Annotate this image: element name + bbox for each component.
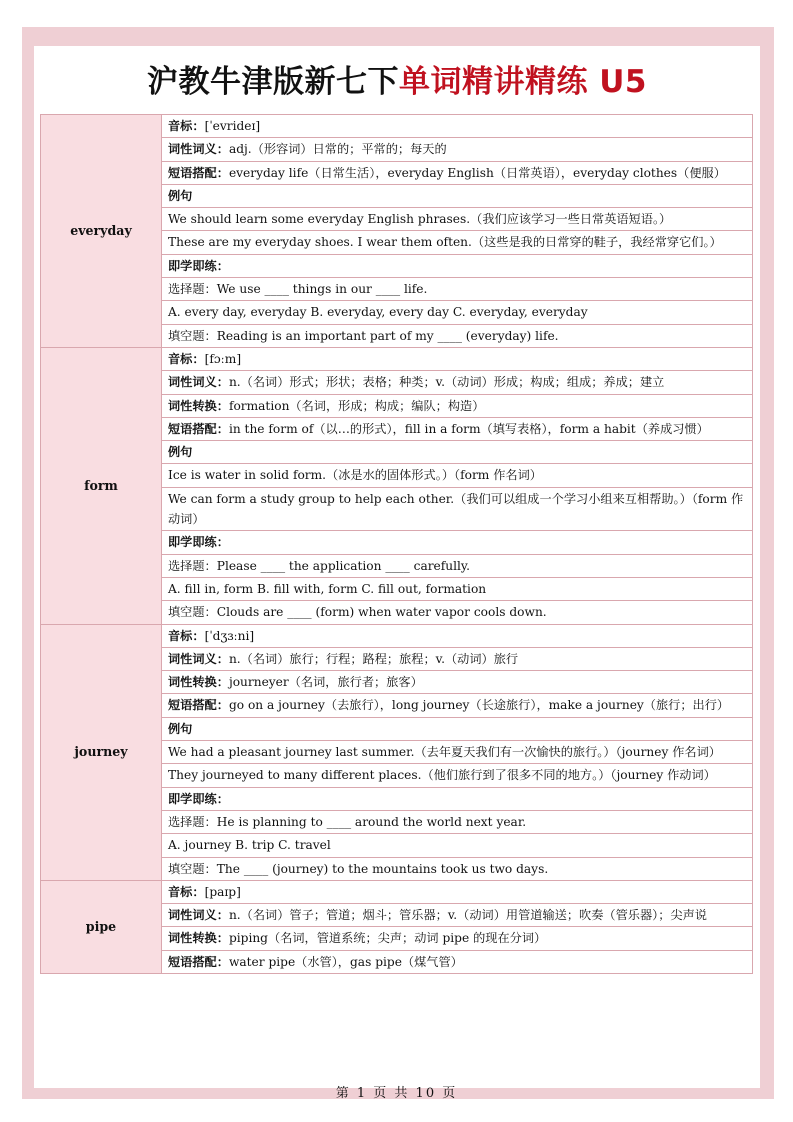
table-row <box>41 624 753 647</box>
line-label: 音标： <box>168 351 205 366</box>
line-label: 音标： <box>168 119 205 133</box>
line-text: water pipe（水管），gas pipe（煤气管） <box>228 954 463 969</box>
line-text: [paɪp] <box>204 884 241 899</box>
line-label: 即学即练： <box>168 535 229 550</box>
entry-line <box>162 115 753 138</box>
entry-line <box>162 184 753 207</box>
title-part-2: 单词精讲精练 U5 <box>398 64 648 100</box>
entry-line <box>162 577 753 600</box>
line-text: These are my everyday shoes. I wear them often.（这些是我的日常穿的鞋子，我经常穿它们。） <box>168 235 722 250</box>
table-row <box>41 347 753 370</box>
table-row <box>41 115 753 138</box>
line-text: 选择题：We use ____ things in our ____ life. <box>168 282 428 297</box>
vocab-table <box>40 114 753 974</box>
line-text: We can form a study group to help each other.（我们可以组成一个学习小组来互相帮助。）（form 作动词） <box>168 491 744 527</box>
line-label: 短语搭配： <box>168 165 229 180</box>
entry-line <box>162 371 753 394</box>
entry-line <box>162 834 753 857</box>
entry-line <box>162 301 753 324</box>
line-label: 词性转换： <box>168 931 229 946</box>
line-label: 词性转换： <box>168 398 229 413</box>
entry-line <box>162 138 753 161</box>
entry-line <box>162 647 753 670</box>
entry-line <box>162 927 753 950</box>
line-text: Ice is water in solid form.（冰是水的固体形式。）（form 作名词） <box>168 468 542 483</box>
line-text: [ˈevrideɪ] <box>204 119 261 133</box>
line-text: go on a journey（去旅行），long journey（长途旅行），make a journey（旅行；出行） <box>228 698 730 713</box>
line-text: everyday life（日常生活），everyday English（日常英语），everyday clothes（便服） <box>228 165 726 180</box>
entry-line <box>162 347 753 370</box>
line-text: n.（名词）形式；形状；表格；种类；v.（动词）形成；构成；组成；养成；建立 <box>228 375 665 390</box>
line-text: [fɔːm] <box>204 351 242 366</box>
line-text: adj.（形容词）日常的；平常的；每天的 <box>228 142 447 157</box>
line-label: 即学即练： <box>168 258 229 273</box>
entry-line <box>162 531 753 554</box>
entry-line <box>162 717 753 740</box>
line-label: 短语搭配： <box>168 954 229 969</box>
line-text: journeyer（名词，旅行者；旅客） <box>228 675 423 690</box>
line-text: 选择题：Please ____ the application ____ carefully. <box>168 558 471 573</box>
entry-line <box>162 464 753 487</box>
vocab-word: everyday <box>41 115 162 348</box>
line-text: A. every day, everyday B. everyday, every day C. everyday, everyday <box>168 305 588 320</box>
line-text: 填空题：Reading is an important part of my ____ (everyday) life. <box>168 328 559 343</box>
entry-line <box>162 208 753 231</box>
line-label: 例句 <box>168 721 193 736</box>
line-label: 例句 <box>168 445 193 460</box>
entry-line <box>162 231 753 254</box>
line-text: 填空题：Clouds are ____ (form) when water vapor cools down. <box>168 605 547 620</box>
line-text: We had a pleasant journey last summer.（去年夏天我们有一次愉快的旅行。）（journey 作名词） <box>168 745 721 760</box>
line-text: 填空题：The ____ (journey) to the mountains took us two days. <box>168 861 549 876</box>
line-label: 词性词义： <box>168 651 229 666</box>
line-label: 音标： <box>168 628 205 643</box>
page-footer: 第 1 页 共 10 页 <box>335 1086 458 1101</box>
entry-line <box>162 950 753 973</box>
line-text: They journeyed to many different places.（他们旅行到了很多不同的地方。）（journey 作动词） <box>168 768 716 783</box>
entry-line <box>162 441 753 464</box>
entry-line <box>162 857 753 880</box>
entry-line <box>162 764 753 787</box>
line-label: 词性词义： <box>168 908 229 923</box>
entry-line <box>162 741 753 764</box>
page-title <box>34 58 760 106</box>
vocab-word: form <box>41 347 162 624</box>
line-label: 即学即练： <box>168 791 229 806</box>
line-text: A. fill in, form B. fill with, form C. fill out, formation <box>168 581 487 596</box>
line-text: A. journey B. trip C. travel <box>168 838 331 853</box>
entry-line <box>162 810 753 833</box>
entry-line <box>162 254 753 277</box>
title-part-1: 沪教牛津版新七下 <box>146 64 399 100</box>
line-label: 短语搭配： <box>168 421 229 436</box>
table-row <box>41 880 753 903</box>
line-label: 词性词义： <box>168 375 229 390</box>
line-text: [ˈdʒɜːni] <box>204 628 255 643</box>
entry-line <box>162 487 753 531</box>
entry-line <box>162 671 753 694</box>
entry-line <box>162 787 753 810</box>
line-label: 词性转换： <box>168 675 229 690</box>
entry-line <box>162 161 753 184</box>
line-text: in the form of（以…的形式），fill in a form（填写表格），form a habit（养成习惯） <box>228 421 709 436</box>
line-label: 词性词义： <box>168 142 229 157</box>
line-text: 选择题：He is planning to ____ around the world next year. <box>168 814 527 829</box>
entry-line <box>162 694 753 717</box>
entry-line <box>162 601 753 624</box>
vocab-word: journey <box>41 624 162 880</box>
line-text: n.（名词）旅行；行程；路程；旅程；v.（动词）旅行 <box>228 651 519 666</box>
line-label: 短语搭配： <box>168 698 229 713</box>
entry-line <box>162 278 753 301</box>
vocab-word: pipe <box>41 880 162 973</box>
entry-line <box>162 417 753 440</box>
entry-line <box>162 624 753 647</box>
entry-line <box>162 554 753 577</box>
line-text: formation（名词，形成；构成；编队；构造） <box>228 398 485 413</box>
entry-line <box>162 324 753 347</box>
line-text: We should learn some everyday English phrases.（我们应该学习一些日常英语短语。） <box>168 212 672 227</box>
line-label: 音标： <box>168 884 205 899</box>
line-label: 例句 <box>168 188 193 203</box>
line-text: piping（名词，管道系统；尖声；动词 pipe 的现在分词） <box>228 931 547 946</box>
entry-line <box>162 880 753 903</box>
line-text: n.（名词）管子；管道；烟斗；管乐器；v.（动词）用管道输送；吹奏（管乐器）；尖声说 <box>228 908 707 923</box>
entry-line <box>162 904 753 927</box>
entry-line <box>162 394 753 417</box>
